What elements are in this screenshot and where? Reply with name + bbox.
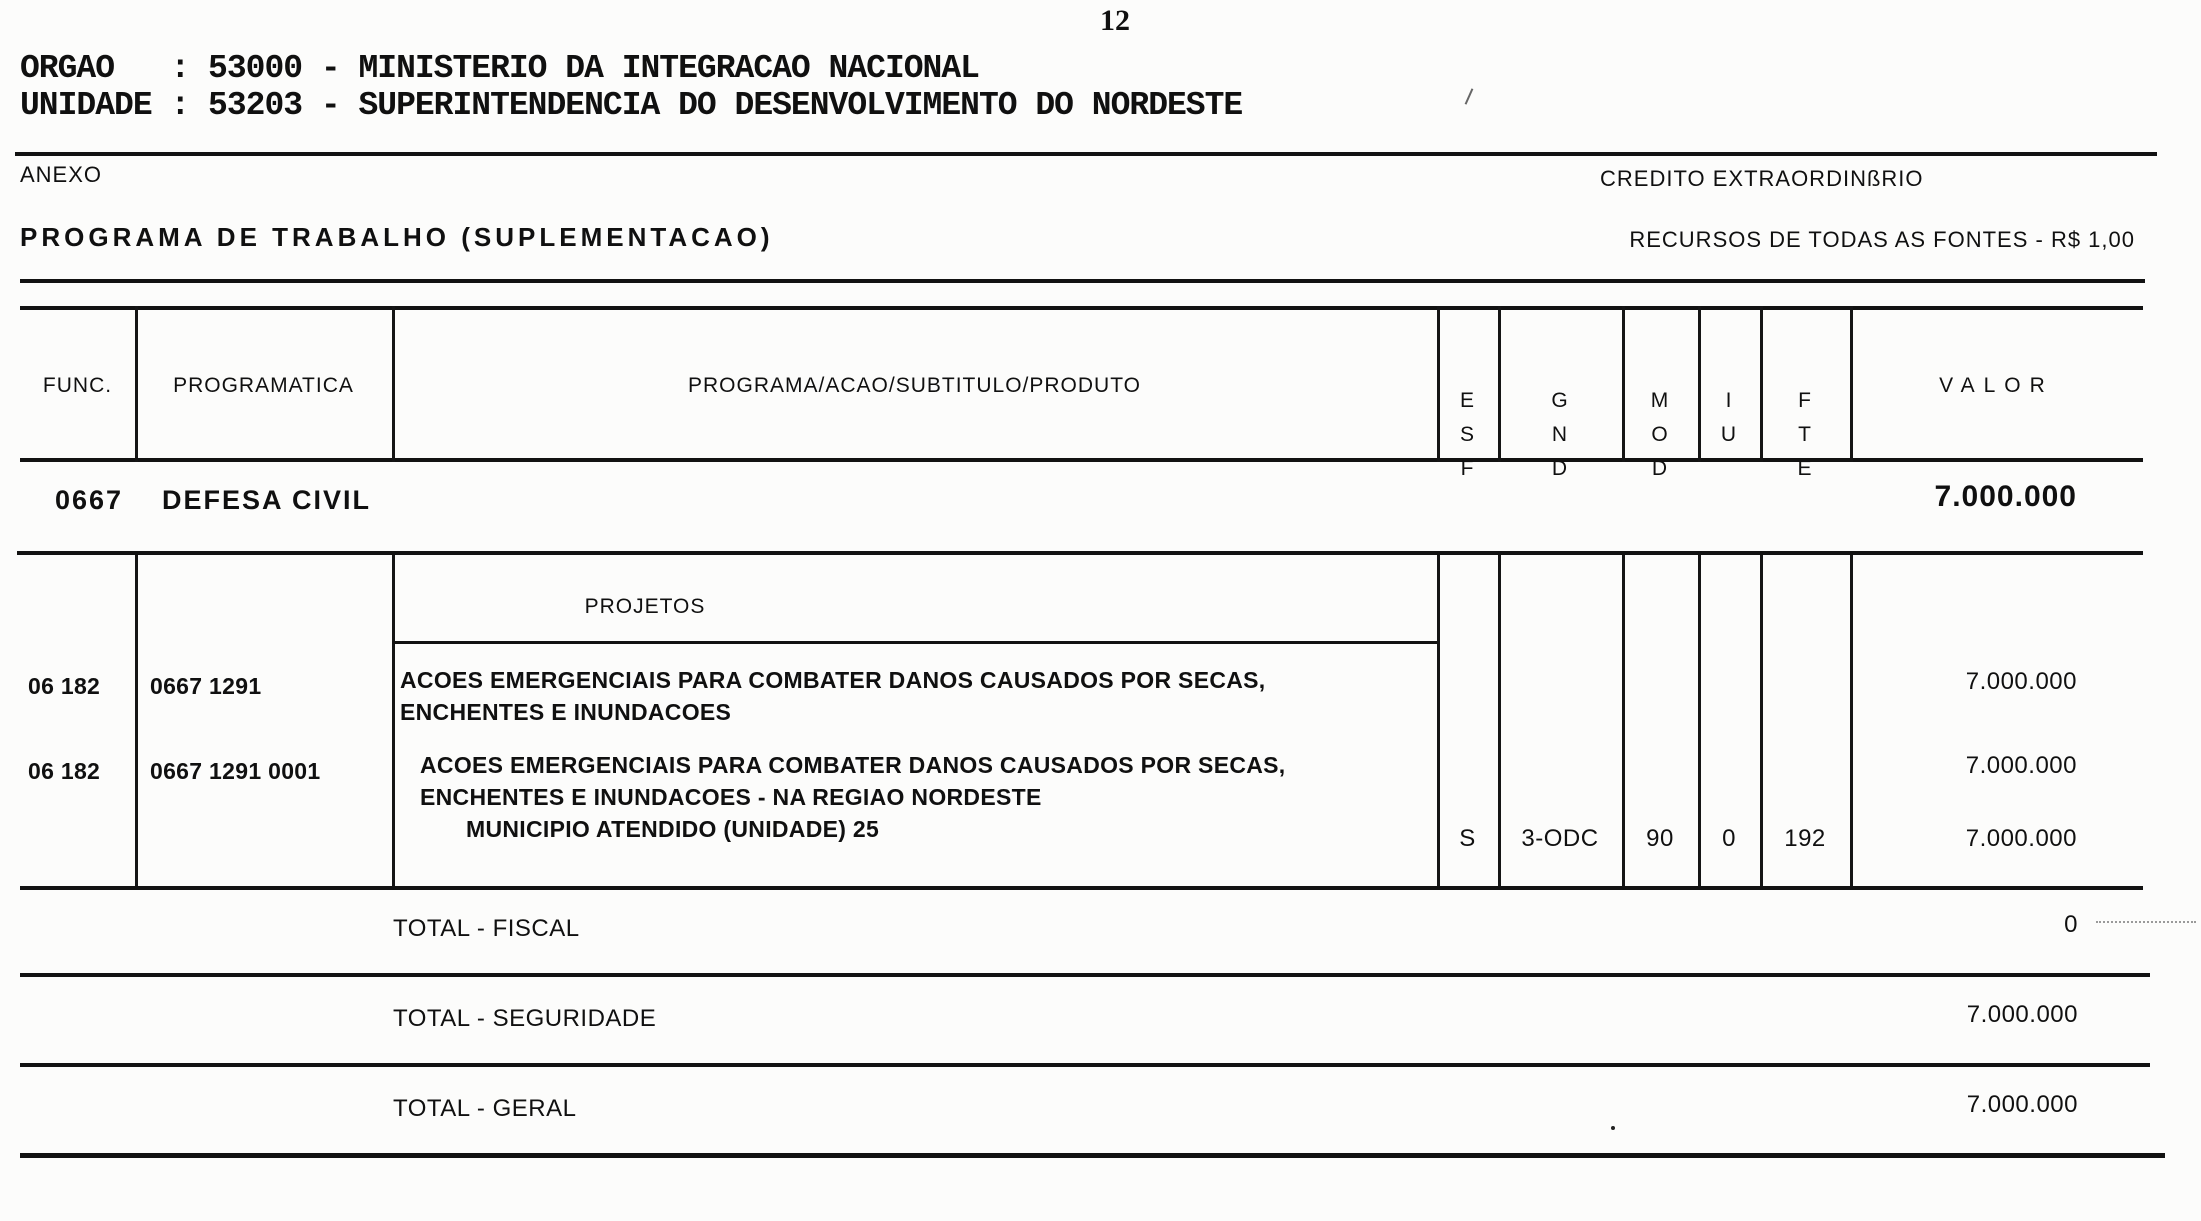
row-text-line: ACOES EMERGENCIAIS PARA COMBATER DANOS CAUSADOS POR SECAS,	[400, 667, 1266, 693]
detail-esf: S	[1459, 825, 1476, 852]
col-header-valor: VALOR	[1939, 374, 2054, 397]
col-header-mod: M O D	[1650, 389, 1670, 480]
horizontal-rule	[20, 1153, 2165, 1158]
col-header-func: FUNC.	[42, 374, 113, 397]
total-value: 7.000.000	[1966, 1091, 2078, 1118]
col-header-programa: PROGRAMA/ACAO/SUBTITULO/PRODUTO	[688, 374, 1141, 397]
col-header-esf: E S F	[1459, 389, 1475, 480]
detail-value: 7.000.000	[1965, 825, 2077, 852]
detail-iu: 0	[1722, 825, 1736, 852]
horizontal-rule	[20, 279, 2145, 283]
row-text-line: ACOES EMERGENCIAIS PARA COMBATER DANOS CAUSADOS POR SECAS,	[420, 752, 1286, 778]
function-row-value: 7.000.000	[1934, 480, 2077, 513]
orgao-line: ORGAO : 53000 - MINISTERIO DA INTEGRACAO NACIONAL	[20, 50, 979, 87]
row-text-line: MUNICIPIO ATENDIDO (UNIDADE) 25	[466, 816, 880, 842]
col-header-programatica: PROGRAMATICA	[173, 374, 354, 397]
function-row-name: DEFESA CIVIL	[162, 485, 372, 515]
group-label-projetos: PROJETOS	[584, 595, 706, 618]
horizontal-rule	[20, 973, 2150, 977]
detail-fte: 192	[1784, 825, 1826, 852]
col-header-iu: I U	[1720, 389, 1738, 446]
row-programatica: 0667 1291 0001	[150, 758, 321, 784]
horizontal-rule	[20, 1063, 2150, 1067]
anexo-label: ANEXO	[20, 162, 103, 187]
col-header-gnd: G N D	[1551, 389, 1569, 480]
row-programatica: 0667 1291	[150, 673, 262, 699]
total-label: TOTAL - GERAL	[393, 1095, 577, 1122]
horizontal-rule	[15, 152, 2157, 156]
total-value: 7.000.000	[1966, 1001, 2078, 1028]
group-underline-rule	[392, 641, 1437, 644]
recursos-label: RECURSOS DE TODAS AS FONTES - R$ 1,00	[1629, 227, 2135, 252]
function-row-code: 0667	[55, 485, 124, 515]
scan-artifact-dots	[2096, 921, 2196, 923]
row-func: 06 182	[28, 758, 101, 784]
scan-artifact-slash	[1465, 88, 1474, 104]
vertical-rule	[392, 555, 395, 888]
vertical-rule	[135, 555, 138, 888]
col-header-fte: F T E	[1797, 389, 1813, 480]
programa-trabalho-title: PROGRAMA DE TRABALHO (SUPLEMENTACAO)	[20, 222, 774, 252]
total-value: 0	[2064, 911, 2078, 938]
row-text-line: ENCHENTES E INUNDACOES - NA REGIAO NORDESTE	[420, 784, 1042, 810]
total-label: TOTAL - SEGURIDADE	[393, 1005, 657, 1032]
total-label: TOTAL - FISCAL	[393, 915, 580, 942]
horizontal-rule	[17, 551, 2143, 555]
horizontal-rule	[20, 886, 2143, 890]
row-value: 7.000.000	[1965, 668, 2077, 695]
scan-artifact-dot	[1611, 1126, 1615, 1130]
detail-gnd: 3-ODC	[1521, 825, 1599, 852]
table-header-top-rule	[20, 306, 2143, 310]
unidade-line: UNIDADE : 53203 - SUPERINTENDENCIA DO DESENVOLVIMENTO DO NORDESTE	[20, 87, 1243, 124]
detail-mod: 90	[1646, 825, 1674, 852]
row-text-line: ENCHENTES E INUNDACOES	[400, 699, 732, 725]
credito-label: CREDITO EXTRAORDINßRIO	[1600, 166, 1924, 191]
row-value: 7.000.000	[1965, 752, 2077, 779]
row-func: 06 182	[28, 673, 101, 699]
page-number: 12	[1100, 4, 1130, 37]
